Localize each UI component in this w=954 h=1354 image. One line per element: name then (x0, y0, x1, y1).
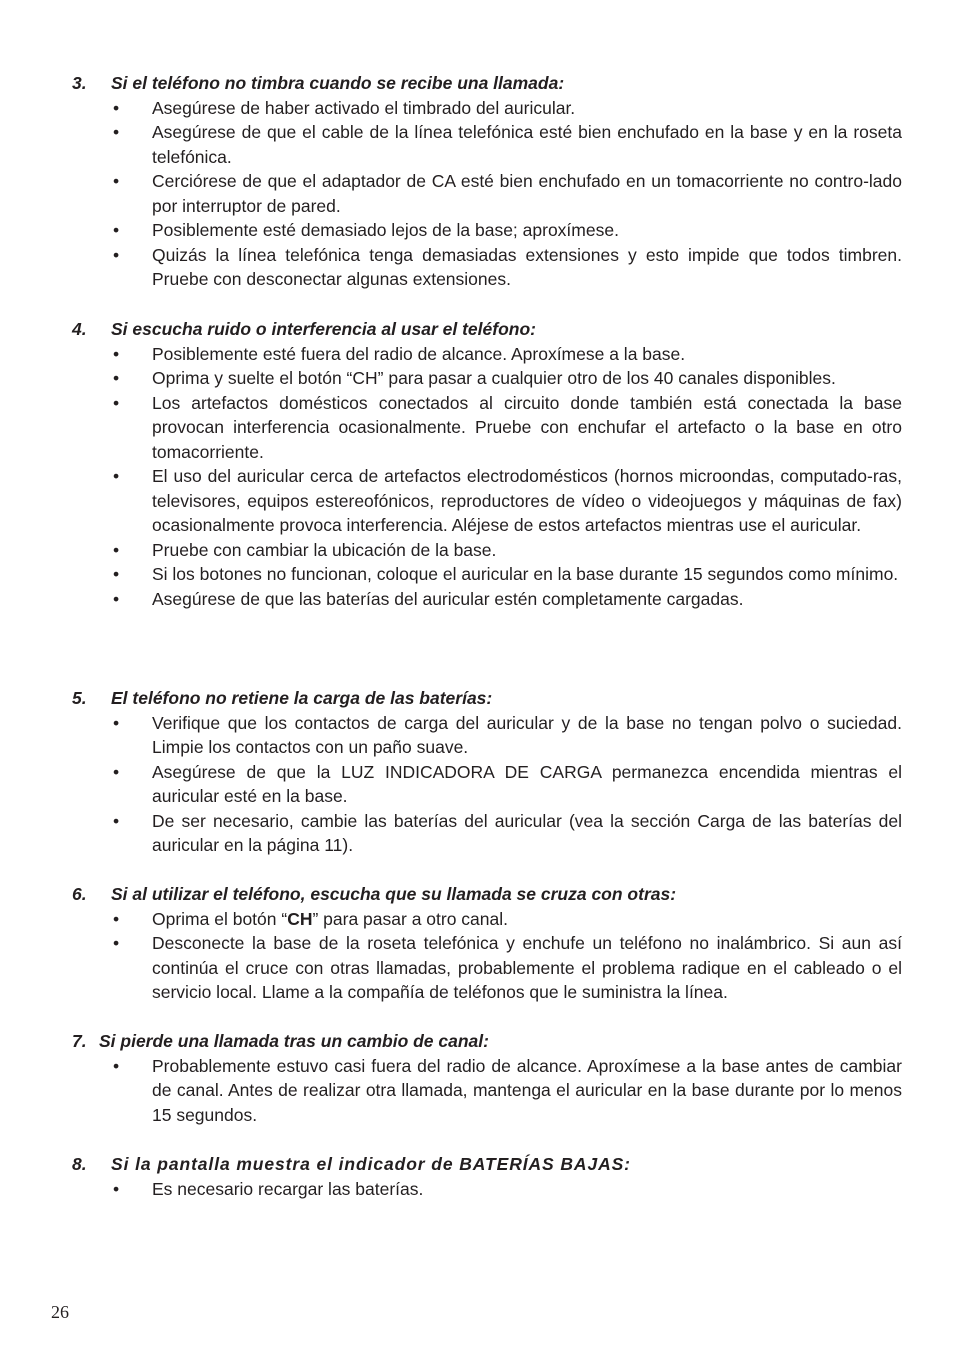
list-item (72, 760, 902, 809)
bullet-icon: • (113, 761, 120, 782)
bullet-icon: • (113, 933, 120, 953)
bullet-icon: • (113, 908, 120, 929)
list-item-text: Asegúrese de que el cable de la línea telefónica esté bien enchufado en la base y en la roseta telefónica. (152, 122, 902, 167)
list-item-text: Quizás la línea telefónica tenga demasiadas extensiones y esto impide que todos timbren. Pruebe con desconectar algunas extensiones. (152, 244, 902, 289)
list-item-text: El uso del auricular cerca de artefactos electrodomésticos (hornos microondas, computado-ras, televisores, equipos estereofónicos, reproductores de vídeo o videojuegos y máquinas de fax) ocasionalmente provoca interferencia. Aléjese de estos artefactos mientras use el auricular. (152, 466, 902, 535)
list-item (72, 366, 902, 391)
bullet-icon: • (113, 1178, 120, 1199)
list-item (72, 218, 902, 243)
list-item-text: Oprima y suelte el botón “CH” para pasar a cualquier otro de los 40 canales disponibles. (152, 368, 836, 388)
bullet-icon: • (113, 368, 120, 388)
list-item-text: Es necesario recargar las baterías. (152, 1178, 424, 1199)
list-item-text: Posiblemente esté demasiado lejos de la base; aproxímese. (152, 220, 619, 240)
list-item-text: Cerciórese de que el adaptador de CA esté bien enchufado en un tomacorriente no contro-lado por interruptor de pared. (152, 171, 902, 216)
bullet-icon: • (113, 588, 120, 609)
section-heading (72, 71, 902, 96)
section-7 (72, 1029, 902, 1127)
list-item-text: Asegúrese de que las baterías del auricular estén completamente cargadas. (152, 588, 744, 609)
list-item-text: Asegúrese de que la LUZ INDICADORA DE CARGA permanezca encendida mientras el auricular esté en la base. (152, 761, 902, 806)
page-number: 26 (51, 1302, 69, 1322)
section-8 (72, 1152, 902, 1201)
section-title: El teléfono no retiene la carga de las baterías: (111, 688, 493, 708)
section-heading (72, 1029, 902, 1054)
bullet-icon: • (113, 564, 120, 584)
list-item (72, 711, 902, 760)
list-item-text: Posiblemente esté fuera del radio de alcance. Aproxímese a la base. (152, 343, 686, 364)
list-item-text: Probablemente estuvo casi fuera del radio de alcance. Aproxímese a la base antes de cambiar de canal. Antes de realizar otra llamada, mantenga el auricular en la base durante por lo menos 15 segundos. (152, 1055, 902, 1125)
bullet-icon: • (113, 810, 120, 831)
bullet-list (72, 96, 902, 292)
bullet-icon: • (113, 122, 120, 142)
list-item-text: Asegúrese de haber activado el timbrado del auricular. (152, 97, 576, 118)
list-item-text: Los artefactos domésticos conectados al circuito donde también está conectada la base provocan interferencia ocasionalmente. Pruebe con enchufar el artefacto o la base en otro tomacorriente. (152, 392, 902, 462)
list-item (72, 120, 902, 169)
list-item (72, 1054, 902, 1128)
section-title: Si la pantalla muestra el indicador de BATERÍAS BAJAS: (111, 1154, 631, 1174)
section-heading (72, 882, 902, 907)
bullet-icon: • (113, 97, 120, 118)
list-item (72, 562, 902, 587)
bullet-icon: • (113, 244, 120, 265)
bullet-icon: • (113, 539, 120, 560)
section-number: 8. (72, 1154, 87, 1174)
bullet-icon: • (113, 392, 120, 413)
section-number: 7. (72, 1031, 87, 1051)
list-item (72, 243, 902, 292)
list-item (72, 464, 902, 538)
section-5 (72, 686, 902, 858)
bullet-list (72, 711, 902, 858)
bullet-icon: • (113, 220, 120, 240)
section-3 (72, 71, 902, 292)
list-item (72, 538, 902, 563)
section-heading (72, 1152, 902, 1177)
ch-button-label: CH (287, 908, 313, 929)
list-item-text: Oprima el botón “ (152, 908, 288, 929)
section-heading (72, 686, 902, 711)
list-item (72, 809, 902, 858)
list-item (72, 169, 902, 218)
list-item (72, 1177, 902, 1202)
section-6 (72, 882, 902, 1005)
list-item-text: Si los botones no funcionan, coloque el auricular en la base durante 15 segundos como mínimo. (152, 564, 899, 584)
list-item (72, 931, 902, 1005)
section-number: 6. (72, 884, 87, 904)
bullet-list (72, 1054, 902, 1128)
list-item-text: Pruebe con cambiar la ubicación de la base. (152, 539, 497, 560)
section-4 (72, 317, 902, 611)
list-item (72, 587, 902, 612)
section-number: 5. (72, 688, 87, 708)
bullet-icon: • (113, 1055, 120, 1076)
list-item-text: De ser necesario, cambie las baterías del auricular (vea la sección Carga de las baterías del auricular en la página 11). (152, 810, 902, 855)
bullet-list (72, 342, 902, 612)
bullet-icon: • (113, 343, 120, 364)
section-title: Si escucha ruido o interferencia al usar el teléfono: (111, 319, 536, 339)
bullet-list (72, 1177, 902, 1202)
bullet-icon: • (113, 712, 120, 733)
list-item-text: Verifique que los contactos de carga del auricular y de la base no tengan polvo o suciedad. Limpie los contactos con un paño suave. (152, 712, 902, 757)
section-title: Si pierde una llamada tras un cambio de canal: (99, 1031, 489, 1051)
bullet-list (72, 907, 902, 1005)
section-heading (72, 317, 902, 342)
section-title: Si al utilizar el teléfono, escucha que su llamada se cruza con otras: (111, 884, 677, 904)
bullet-icon: • (113, 171, 120, 191)
list-item-text: Desconecte la base de la roseta telefónica y enchufe un teléfono no inalámbrico. Si aun así continúa el cruce con otras llamadas, probablemente el problema radique en el cableado o el servicio local. Llame a la compañía de teléfonos que le suministra la línea. (152, 933, 902, 1002)
section-number: 4. (72, 319, 87, 339)
list-item (72, 342, 902, 367)
list-item (72, 96, 902, 121)
bullet-icon: • (113, 466, 120, 486)
list-item-text-tail: ” para pasar a otro canal. (312, 908, 509, 929)
section-title: Si el teléfono no timbra cuando se recibe una llamada: (111, 73, 565, 93)
section-number: 3. (72, 73, 87, 93)
list-item (72, 907, 902, 932)
list-item (72, 391, 902, 465)
